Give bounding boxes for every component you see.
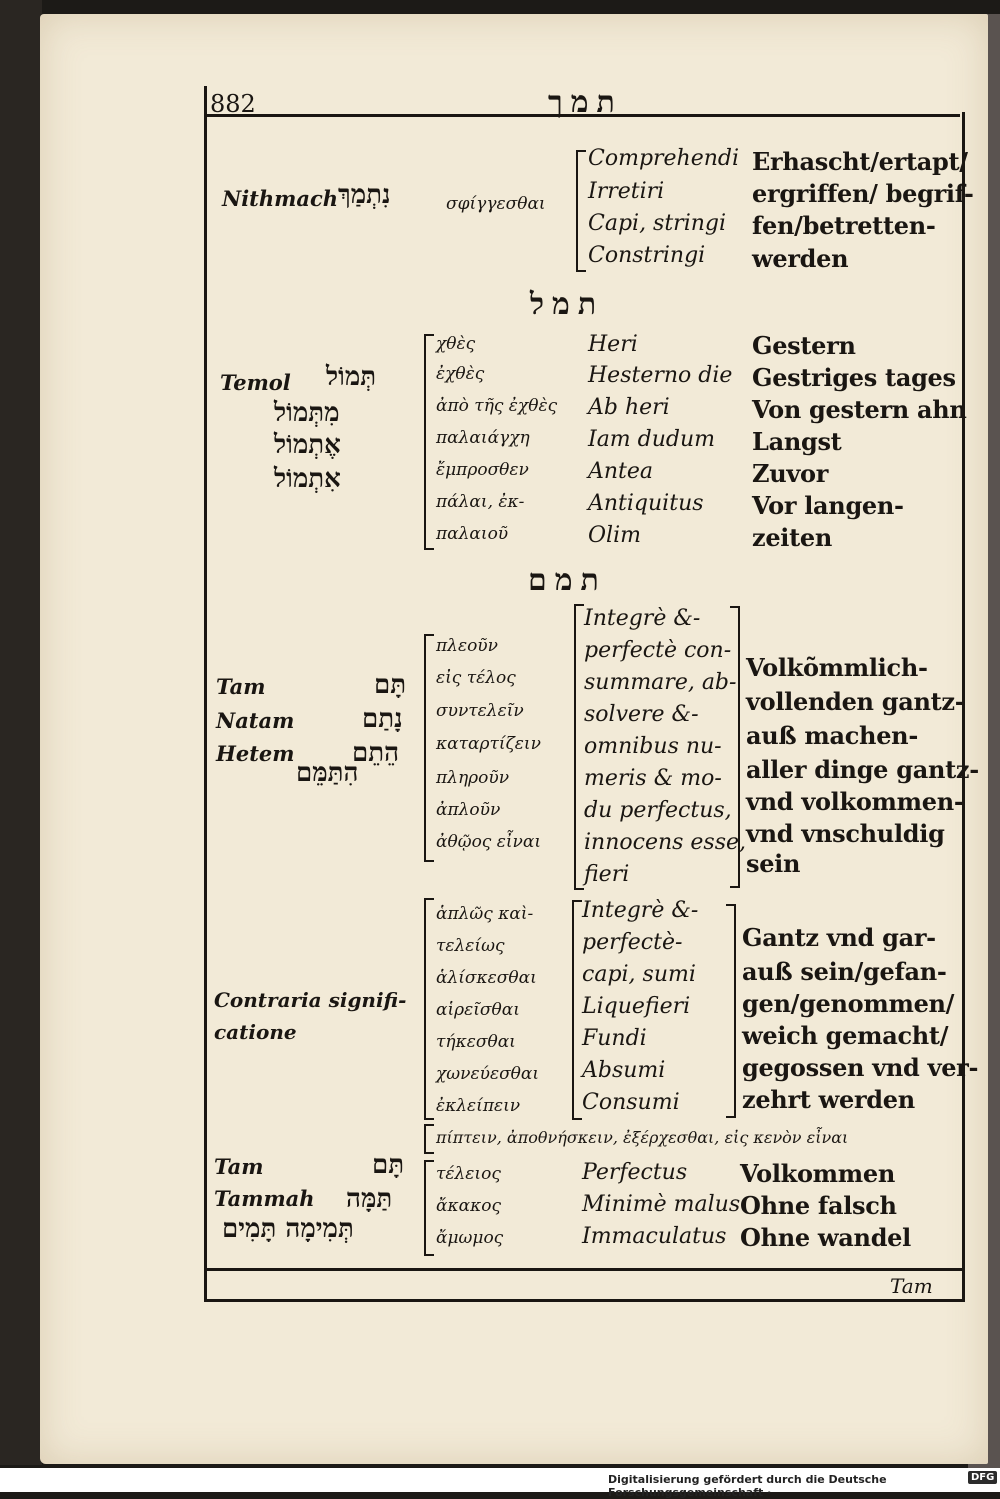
tam-german-2: Ohne falsch — [740, 1191, 897, 1220]
nithmach-german-2: ergriffen/ begrif- — [752, 179, 974, 208]
tamam-label-2: Natam — [216, 708, 295, 733]
temol-german-4: Langst — [752, 427, 842, 456]
tamam-greek-2: εἰς τέλος — [436, 668, 516, 688]
tamam-german-5: vnd volkommen- — [746, 787, 964, 816]
tam-german-3: Ohne wandel — [740, 1223, 911, 1252]
contraria-greek-6: χωνεύεσθαι — [436, 1064, 540, 1084]
tamam-latin-8: innocens esse, — [584, 830, 747, 855]
page-number: 882 — [210, 90, 256, 118]
temol-hebrew-1: תְּמוֹל — [326, 362, 377, 392]
frame-left-rule — [204, 86, 207, 1302]
contraria-greek-7: ἐκλείπειν — [436, 1096, 521, 1116]
contraria-label-1: Contraria signifi- — [214, 988, 407, 1012]
nithmach-latin-2: Irretiri — [588, 179, 665, 204]
temol-german-7: zeiten — [752, 523, 833, 552]
tamam-greek-6: ἀπλοῦν — [436, 800, 501, 820]
temol-greek-7: παλαιοῦ — [436, 524, 509, 544]
tam-greek-brace — [424, 1160, 434, 1256]
tamam-latin-7: du perfectus, — [584, 798, 732, 823]
tamam-greek-5: πληροῦν — [436, 768, 510, 788]
contraria-german-3: gen/genommen/ — [742, 989, 955, 1018]
nithmach-latin-1: Comprehendi — [588, 146, 740, 171]
contraria-german-2: auß sein/gefan- — [742, 957, 947, 986]
contraria-latin-brace — [572, 900, 582, 1120]
tam-label-2: Tammah — [214, 1186, 315, 1211]
contraria-german-5: gegossen vnd ver- — [742, 1053, 979, 1082]
contraria-german-1: Gantz vnd gar- — [742, 923, 936, 952]
tamam-latin-2: perfectè con- — [584, 638, 732, 663]
tam-latin-2: Minimè malus — [582, 1192, 741, 1217]
tamam-latin-brace — [574, 604, 584, 890]
contraria-latin-5: Fundi — [582, 1026, 647, 1051]
nithmach-latin-4: Constringi — [588, 243, 706, 268]
tamam-german-3: auß machen- — [746, 721, 918, 750]
tamam-greek-brace — [424, 634, 434, 862]
tam-greek-3: ἄμωμος — [436, 1228, 504, 1248]
contraria-greek-2: τελείως — [436, 936, 505, 956]
temol-greek-1: χθὲς — [436, 334, 476, 354]
temol-latin-3: Ab heri — [588, 395, 670, 420]
temol-greek-6: πάλαι, ἐκ- — [436, 492, 525, 512]
tamam-greek-1: πλεοῦν — [436, 636, 498, 656]
tamam-label-1: Tam — [216, 674, 266, 699]
contraria-latin-2: perfectè- — [582, 930, 683, 955]
contraria-label-2: catione — [214, 1020, 297, 1044]
temol-greek-4: παλαιάγχη — [436, 428, 530, 448]
tamam-latin-3: summare, ab- — [584, 670, 737, 695]
contraria-greek-brace — [424, 898, 434, 1120]
frame-bottom-rule — [204, 1299, 964, 1302]
tamam-greek-4: καταρτίζειν — [436, 734, 541, 754]
temol-latin-4: Iam dudum — [588, 427, 716, 452]
temol-german-2: Gestriges tages — [752, 363, 956, 392]
contraria-greek-4: αἱρεῖσθαι — [436, 1000, 520, 1020]
heading-temol: תמל — [530, 287, 605, 322]
tamam-latin-close-brace — [730, 606, 740, 888]
temol-german-6: Vor langen- — [752, 491, 904, 520]
digitization-footer — [0, 1468, 1000, 1499]
temol-latin-5: Antea — [588, 459, 654, 484]
temol-greek-5: ἔμπροσθεν — [436, 460, 529, 480]
nithmach-german-4: werden — [752, 244, 849, 273]
tam-greek-1: τέλειος — [436, 1164, 501, 1184]
nithmach-label: Nithmach — [222, 186, 339, 211]
temol-german-5: Zuvor — [752, 459, 829, 488]
temol-label: Temol — [220, 370, 291, 395]
tamam-hebrew-3: הֵתֵם — [352, 738, 400, 768]
contraria-latin-4: Liquefieri — [582, 994, 691, 1019]
heading-tamam: תמם — [528, 563, 607, 598]
nithmach-latin-3: Capi, stringi — [588, 211, 727, 236]
tam-latin-3: Immaculatus — [582, 1224, 727, 1249]
tamam-german-2: vollenden gantz- — [746, 687, 965, 716]
tamam-german-1: Volkõmmlich- — [746, 653, 928, 682]
contraria-greek-extra: πίπτειν, ἀποθνήσκειν, ἐξέρχεσθαι, εἰς κενὸν εἶναι — [436, 1128, 849, 1147]
tam-german-1: Volkommen — [740, 1159, 895, 1188]
temol-brace — [424, 334, 434, 550]
contraria-latin-1: Integrè &- — [582, 898, 699, 923]
tam-greek-2: ἄκακος — [436, 1196, 502, 1216]
tamam-latin-6: meris & mo- — [584, 766, 722, 791]
temol-latin-1: Heri — [588, 332, 638, 357]
catchword-rule — [204, 1268, 964, 1271]
tamam-hebrew-1: תָּם — [374, 670, 407, 700]
temol-hebrew-4: אִתְמוֹל — [274, 464, 341, 494]
contraria-greek-3: ἁλίσκεσθαι — [436, 968, 537, 988]
contraria-latin-close-brace — [726, 904, 736, 1118]
contraria-german-6: zehrt werden — [742, 1085, 915, 1114]
temol-german-3: Von gestern ahn — [752, 395, 967, 424]
tam-hebrew-2: תַּמָּה — [346, 1184, 393, 1214]
temol-german-1: Gestern — [752, 331, 856, 360]
catchword: Tam — [890, 1274, 933, 1298]
temol-latin-6: Antiquitus — [588, 491, 704, 516]
dfg-logo: DFG — [968, 1471, 997, 1484]
temol-greek-2: ἐχθὲς — [436, 364, 485, 384]
tamam-greek-7: ἀθῷος εἶναι — [436, 832, 542, 852]
tamam-label-3: Hetem — [216, 741, 295, 766]
contraria-greek-1: ἁπλῶς καὶ- — [436, 904, 534, 924]
tamam-hebrew-2: נָתַם — [362, 704, 403, 734]
tamam-german-4: aller dinge gantz- — [746, 755, 979, 784]
contraria-german-4: weich gemacht/ — [742, 1021, 949, 1050]
tamam-german-7: sein — [746, 849, 801, 878]
temol-hebrew-3: אֶתְמוֹל — [274, 430, 341, 460]
nithmach-brace — [576, 150, 586, 272]
tamam-hebrew-4: הִתַּמֵּם — [296, 758, 359, 788]
tamam-latin-5: omnibus nu- — [584, 734, 722, 759]
tam-label-1: Tam — [214, 1154, 264, 1179]
tam-latin-1: Perfectus — [582, 1160, 688, 1185]
temol-greek-3: ἀπὸ τῆς ἐχθὲς — [436, 396, 558, 416]
nithmach-hebrew: נִתְמַךְ — [338, 180, 391, 210]
tamam-latin-1: Integrè &- — [584, 606, 701, 631]
tam-hebrew-3: תְּמִימָה תָּמִים — [222, 1214, 354, 1244]
page-header-hebrew: תמך — [548, 85, 623, 120]
contraria-latin-6: Absumi — [582, 1058, 666, 1083]
tamam-latin-9: fieri — [584, 862, 630, 887]
nithmach-greek: σφίγγεσθαι — [446, 194, 546, 214]
contraria-extra-brace — [424, 1124, 434, 1154]
book-edge — [0, 0, 42, 1465]
contraria-greek-5: τήκεσθαι — [436, 1032, 516, 1052]
footer-text: Digitalisierung gefördert durch die Deutsche Forschungsgemeinschaft · — [608, 1473, 887, 1499]
nithmach-german-3: fen/betretten- — [752, 211, 936, 240]
contraria-latin-7: Consumi — [582, 1090, 680, 1115]
tamam-german-6: vnd vnschuldig — [746, 819, 945, 848]
contraria-latin-3: capi, sumi — [582, 962, 696, 987]
tamam-latin-4: solvere &- — [584, 702, 699, 727]
temol-latin-7: Olim — [588, 523, 641, 548]
temol-latin-2: Hesterno die — [588, 363, 733, 388]
nithmach-german-1: Erhascht/ertapt/ — [752, 147, 968, 176]
tamam-greek-3: συντελεῖν — [436, 701, 524, 721]
tam-hebrew-1: תָּם — [372, 1150, 405, 1180]
temol-hebrew-2: מִתְּמוֹל — [274, 398, 340, 428]
